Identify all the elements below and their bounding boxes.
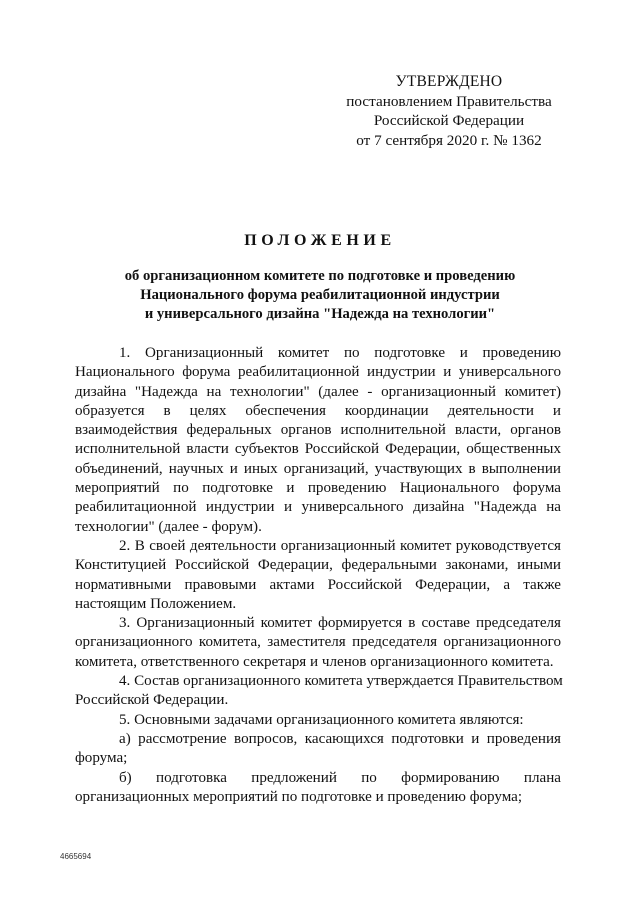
text-line: Национального форума реабилитационной индустрии и универсального — [75, 364, 561, 381]
document-subtitle — [70, 267, 570, 323]
text-line: исполнительной власти субъектов Российской Федерации, общественных — [75, 441, 561, 458]
document-body — [75, 344, 561, 807]
approval-stamp — [332, 72, 566, 150]
approval-line-1: постановлением Правительства — [346, 92, 552, 110]
text-line: организационного комитета, заместителя председателя организационного — [75, 634, 561, 651]
title-block — [70, 232, 570, 323]
text-line: Российской Федерации. — [75, 692, 229, 709]
paragraph-2 — [75, 537, 561, 614]
document-code: 4665694 — [60, 852, 92, 861]
paragraph-3 — [75, 614, 561, 672]
subtitle-line: и универсального дизайна "Надежда на технологии" — [144, 305, 496, 322]
text-line: реабилитационной индустрии и универсального дизайна "Надежда на — [75, 499, 561, 516]
text-line: форума; — [75, 750, 128, 767]
subtitle-line: об организационном комитете по подготовке и проведению — [124, 268, 516, 284]
text-line: 5. Основными задачами организационного комитета являются: — [119, 711, 524, 728]
text-line: а) рассмотрение вопросов, касающихся подготовки и проведения — [119, 730, 561, 747]
text-line: настоящим Положением. — [75, 595, 237, 612]
text-line: мероприятий по подготовке и проведению Национального форума — [75, 480, 561, 497]
text-line: 3. Организационный комитет формируется в составе председателя — [119, 615, 561, 632]
text-line: 4. Состав организационного комитета утверждается Правительством — [119, 673, 563, 690]
text-line: технологии" (далее - форум). — [75, 518, 262, 535]
approval-heading: УТВЕРЖДЕНО — [395, 73, 503, 90]
paragraph-5a — [75, 730, 561, 769]
text-line: б) подготовка предложений по формированию плана — [119, 769, 561, 786]
text-line: организационных мероприятий по подготовке и проведению форума; — [75, 788, 523, 805]
paragraph-5 — [75, 711, 561, 730]
text-line: нормативными правовыми актами Российской Федерации, а также — [75, 576, 561, 593]
text-line: взаимодействия федеральных органов исполнительной власти, органов — [75, 422, 561, 439]
subtitle-line: Национального форума реабилитационной индустрии — [140, 286, 500, 303]
paragraph-5b — [75, 769, 561, 808]
text-line: объединений, научных и иных организаций, участвующих в выполнении — [75, 460, 561, 477]
paragraph-4 — [75, 672, 561, 711]
text-line: 2. В своей деятельности организационный комитет руководствуется — [119, 537, 561, 554]
approval-line-3: от 7 сентября 2020 г. № 1362 — [356, 131, 542, 149]
text-line: Конституцией Российской Федерации, федеральными законами, иными — [75, 557, 561, 574]
document-title: ПОЛОЖЕНИЕ — [244, 232, 396, 249]
text-line: дизайна "Надежда на технологии" (далее - организационный комитет) — [75, 383, 561, 400]
paragraph-1 — [75, 344, 561, 537]
text-line: комитета, ответственного секретаря и членов организационного комитета. — [75, 653, 554, 670]
approval-line-2: Российской Федерации — [373, 112, 525, 129]
text-line: 1. Организационный комитет по подготовке и проведению — [119, 345, 561, 361]
text-line: образуется в целях обеспечения координации деятельности и — [75, 402, 561, 419]
